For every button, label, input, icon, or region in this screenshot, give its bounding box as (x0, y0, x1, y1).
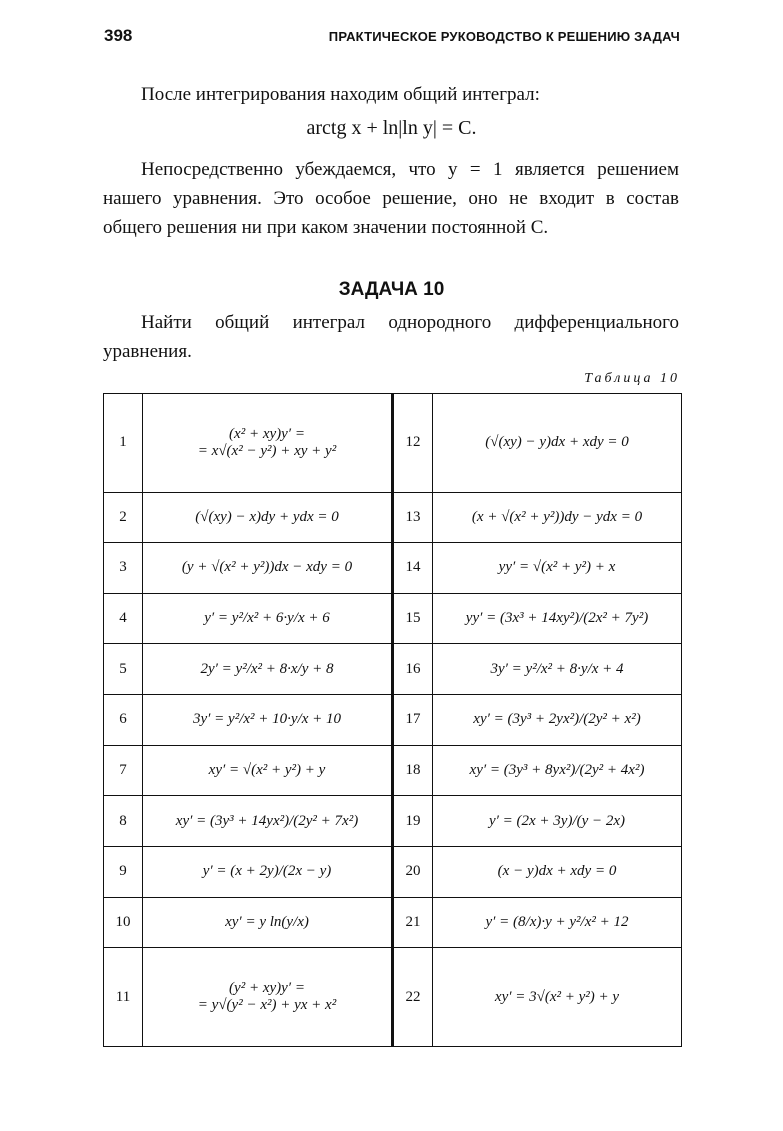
table-row (104, 543, 682, 594)
equation-left (143, 897, 393, 948)
remark-paragraph: Непосредственно убеждаемся, что y = 1 является решением нашего уравнения. Это особое решение, оно не входит в состав общего решения ни при каком значении постоянной C. (103, 159, 679, 238)
variant-number-right (393, 492, 433, 543)
equation-right-text: (x + √(x² + y²))dy − ydx = 0 (471, 508, 643, 525)
equation-left-text: = y√(y² − x²) + yx + x² (197, 997, 337, 1014)
variant-number-right-text: 20 (405, 863, 421, 880)
equation-left-text: (y + √(x² + y²))dx − xdy = 0 (181, 559, 353, 576)
variant-number-left-text: 8 (119, 812, 127, 829)
variant-number-left-text: 6 (119, 711, 127, 728)
equation-left (143, 394, 393, 493)
variant-number-left (104, 847, 143, 898)
variant-number-right (393, 593, 433, 644)
variant-number-right (393, 745, 433, 796)
variant-number-right-text: 18 (405, 762, 421, 779)
equation-left-text: xy′ = √(x² + y²) + y (208, 762, 326, 779)
equation-left (143, 492, 393, 543)
variant-number-left (104, 492, 143, 543)
table-row (104, 492, 682, 543)
variant-number-left (104, 644, 143, 695)
variant-number-right (393, 695, 433, 746)
general-integral-formula: arctg x + ln|ln y| = C. (306, 117, 477, 139)
variant-number-right (393, 847, 433, 898)
equation-right (433, 492, 682, 543)
variant-number-right (393, 394, 433, 493)
equation-right-text: y′ = (8/x)·y + y²/x² + 12 (485, 914, 629, 931)
equation-right (433, 543, 682, 594)
table-row (104, 644, 682, 695)
equation-left (143, 847, 393, 898)
task-title: ЗАДАЧА 10 (338, 279, 445, 300)
variant-number-left-text: 11 (115, 988, 131, 1005)
table-row (104, 847, 682, 898)
equation-left-text: 2y′ = y²/x² + 8·x/y + 8 (200, 660, 334, 677)
variant-number-left-text: 2 (119, 508, 127, 525)
equation-right-text: (√(xy) − y)dx + xdy = 0 (485, 434, 629, 451)
equation-left-text: (x² + xy)y′ = (229, 425, 305, 442)
variant-number-left-text: 3 (119, 559, 127, 576)
equation-left (143, 695, 393, 746)
variant-number-right (393, 796, 433, 847)
equation-right (433, 644, 682, 695)
variant-number-left (104, 796, 143, 847)
running-title: ПРАКТИЧЕСКОЕ РУКОВОДСТВО К РЕШЕНИЮ ЗАДАЧ (328, 29, 680, 44)
variant-number-right-text: 15 (405, 610, 421, 627)
tasks-table (103, 393, 682, 1047)
variant-number-left-text: 4 (119, 610, 127, 627)
equation-left (143, 593, 393, 644)
variant-number-right-text: 19 (405, 812, 421, 829)
variant-number-right (393, 948, 433, 1047)
equation-left (143, 948, 393, 1047)
table-row (104, 745, 682, 796)
table-row (104, 948, 682, 1047)
variant-number-left-text: 9 (119, 863, 127, 880)
equation-right (433, 745, 682, 796)
equation-left-text: 3y′ = y²/x² + 10·y/x + 10 (192, 711, 341, 728)
variant-number-left (104, 948, 143, 1047)
equation-right (433, 593, 682, 644)
page-number: 398 (104, 26, 133, 45)
equation-left-text: (y² + xy)y′ = (229, 980, 305, 997)
equation-right-text: (x − y)dx + xdy = 0 (497, 863, 617, 880)
variant-number-left (104, 593, 143, 644)
equation-right-text: y′ = (2x + 3y)/(y − 2x) (488, 812, 626, 829)
variant-number-left-text: 7 (119, 762, 127, 779)
variant-number-right-text: 17 (405, 711, 421, 728)
table-row (104, 897, 682, 948)
equation-right-text: yy′ = (3x³ + 14xy²)/(2x² + 7y²) (465, 610, 649, 627)
equation-left (143, 745, 393, 796)
variant-number-left (104, 745, 143, 796)
variant-number-right-text: 22 (405, 988, 421, 1005)
variant-number-right (393, 644, 433, 695)
table-row (104, 695, 682, 746)
variant-number-right-text: 13 (405, 508, 421, 525)
variant-number-right-text: 14 (405, 559, 421, 576)
equation-left-text: y′ = (x + 2y)/(2x − y) (202, 863, 332, 880)
variant-number-right-text: 12 (405, 434, 421, 451)
equation-right-text: 3y′ = y²/x² + 8·y/x + 4 (490, 660, 624, 677)
equation-left (143, 644, 393, 695)
equation-right (433, 847, 682, 898)
variant-number-left (104, 897, 143, 948)
equation-left-text: (√(xy) − x)dy + ydx = 0 (195, 508, 339, 525)
equation-right-text: xy′ = (3y³ + 8yx²)/(2y² + 4x²) (469, 762, 645, 779)
equation-right (433, 948, 682, 1047)
variant-number-left (104, 543, 143, 594)
variant-number-left (104, 394, 143, 493)
equation-right (433, 695, 682, 746)
table-caption: Таблица 10 (584, 371, 680, 386)
equation-right-text: xy′ = (3y³ + 2yx²)/(2y² + x²) (473, 711, 641, 728)
equation-left (143, 543, 393, 594)
variant-number-left-text: 1 (119, 434, 127, 451)
variant-number-right (393, 897, 433, 948)
equation-right (433, 394, 682, 493)
equation-right-text: xy′ = 3√(x² + y²) + y (494, 988, 620, 1005)
variant-number-left (104, 695, 143, 746)
equation-left (143, 796, 393, 847)
equation-left-text: xy′ = y ln(y/x) (225, 914, 309, 931)
task-statement: Найти общий интеграл однородного дифференциального уравнения. (103, 312, 679, 362)
table-row (104, 394, 682, 493)
equation-right-text: yy′ = √(x² + y²) + x (498, 559, 616, 576)
equation-left-text: y′ = y²/x² + 6·y/x + 6 (204, 610, 330, 627)
equation-right (433, 897, 682, 948)
table-row (104, 593, 682, 644)
equation-left-text: xy′ = (3y³ + 14yx²)/(2y² + 7x²) (175, 812, 359, 829)
variant-number-left-text: 10 (115, 914, 131, 931)
table-row (104, 796, 682, 847)
variant-number-right-text: 16 (405, 660, 421, 677)
intro-paragraph: После интегрирования находим общий интеграл: (141, 84, 540, 105)
equation-left-text: = x√(x² − y²) + xy + y² (197, 442, 337, 459)
variant-number-right (393, 543, 433, 594)
equation-right (433, 796, 682, 847)
variant-number-right-text: 21 (405, 914, 421, 931)
variant-number-left-text: 5 (119, 660, 127, 677)
